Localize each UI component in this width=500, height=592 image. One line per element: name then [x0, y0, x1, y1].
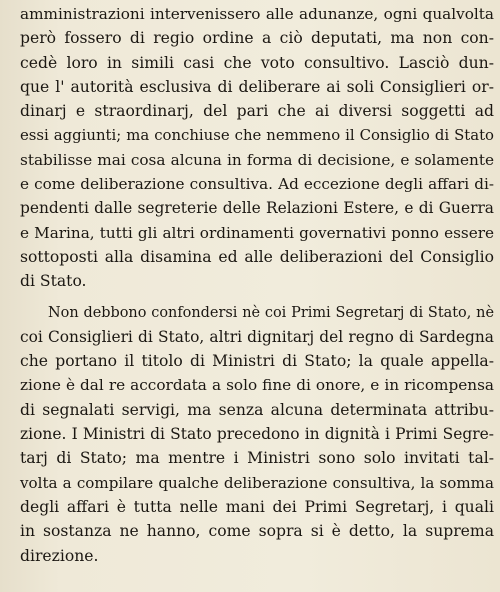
text-line: degli affari è tutta nelle mani dei Primi Segretarj, i quali: [20, 497, 494, 516]
text-line: zione. I Ministri di Stato precedono in dignità i Primi Segre-: [20, 425, 494, 444]
text-line: amministrazioni intervenissero alle adunanze, ogni qualvolta: [20, 5, 494, 23]
text-line: que l' autorità esclusiva di deliberare ai soli Consiglieri or-: [20, 77, 494, 96]
paragraph-2: [20, 301, 494, 568]
text-line-paragraph-end: di Stato.: [20, 272, 87, 291]
text-line: che portano il titolo di Ministri di Stato; la quale appella-: [20, 352, 494, 371]
text-line-paragraph-start: Non debbono confondersi nè coi Primi Segretarj di Stato, nè: [48, 304, 494, 321]
text-line-paragraph-end: direzione.: [20, 546, 99, 565]
text-line: coi Consiglieri di Stato, altri dignitarj del regno di Sardegna: [20, 327, 494, 346]
paragraph-1: [20, 2, 494, 294]
text-line: e Marina, tutti gli altri ordinamenti governativi ponno essere: [20, 223, 494, 242]
text-line: in sostanza ne hanno, come sopra si è detto, la suprema: [20, 522, 494, 541]
text-line: stabilisse mai cosa alcuna in forma di decisione, e solamente: [20, 150, 494, 169]
text-line: volta a compilare qualche deliberazione consultiva, la somma: [20, 473, 494, 492]
text-line: sottoposti alla disamina ed alle deliberazioni del Consiglio: [20, 247, 494, 266]
text-line: però fossero di regio ordine a ciò deputati, ma non con-: [20, 29, 494, 48]
text-line: zione è dal re accordata a solo fine di onore, e in ricompensa: [20, 376, 494, 395]
text-line: pendenti dalle segreterie delle Relazioni Estere, e di Guerra: [20, 199, 494, 218]
text-line: tarj di Stato; ma mentre i Ministri sono solo invitati tal-: [20, 449, 494, 468]
text-line: essi aggiunti; ma conchiuse che nemmeno il Consiglio di Stato: [20, 126, 494, 145]
text-line: di segnalati servigi, ma senza alcuna determinata attribu-: [20, 400, 494, 419]
text-line: e come deliberazione consultiva. Ad eccezione degli affari di-: [20, 175, 494, 194]
text-line: dinarj e straordinarj, del pari che ai diversi soggetti ad: [20, 102, 494, 121]
text-line: cedè loro in simili casi che voto consultivo. Lasciò dun-: [20, 53, 494, 72]
